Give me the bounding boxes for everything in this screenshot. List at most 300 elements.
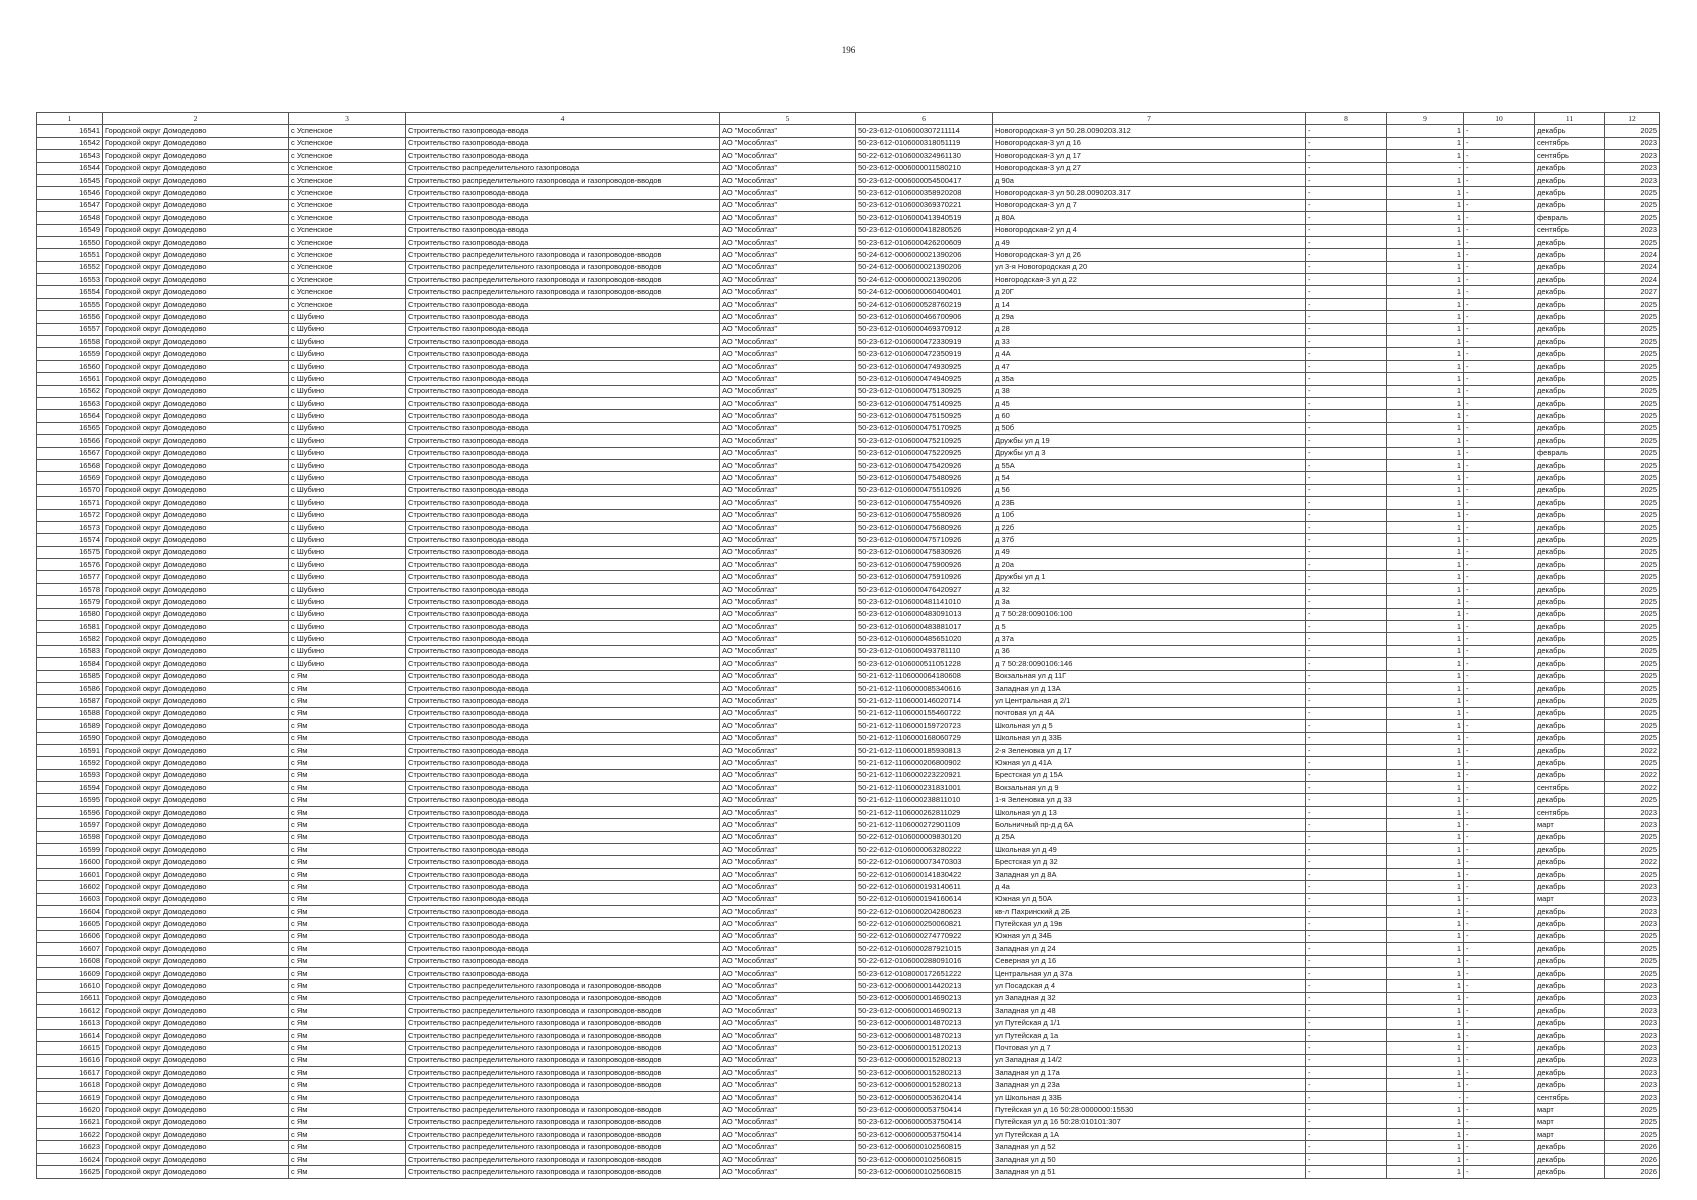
cell-year: 2025 [1605,955,1660,967]
cell-row-number: 16585 [37,670,103,682]
table-row [37,1091,1660,1103]
cell-row-number: 16568 [37,459,103,471]
cell-municipality: Городской округ Домодедово [103,1104,289,1116]
cell-row-number: 16574 [37,534,103,546]
cell-col-10-value: - [1464,596,1535,608]
cell-row-number: 16615 [37,1042,103,1054]
cell-municipality: Городской округ Домодедово [103,1129,289,1141]
cell-col-9-value: 1 [1387,769,1464,781]
cell-application-id: 50-23-612-0106000318051119 [856,137,993,149]
table-row [37,1153,1660,1165]
cell-col-8-value: - [1306,844,1387,856]
table-row [37,174,1660,186]
cell-municipality: Городской округ Домодедово [103,757,289,769]
cell-col-10-value: - [1464,236,1535,248]
cell-col-10-value: - [1464,249,1535,261]
cell-organization: АО "Мособлгаз" [720,162,856,174]
cell-municipality: Городской округ Домодедово [103,943,289,955]
cell-col-8-value: - [1306,1141,1387,1153]
cell-col-9-value: 1 [1387,298,1464,310]
cell-col-8-value: - [1306,831,1387,843]
cell-work-type: Строительство газопровода-ввода [406,757,720,769]
cell-year: 2025 [1605,930,1660,942]
cell-application-id: 50-22-612-0106000288091016 [856,955,993,967]
cell-municipality: Городской округ Домодедово [103,397,289,409]
cell-month: декабрь [1535,720,1605,732]
cell-row-number: 16597 [37,819,103,831]
cell-year: 2023 [1605,1067,1660,1079]
col-header-6: 6 [856,113,993,125]
cell-work-type: Строительство газопровода-ввода [406,559,720,571]
cell-application-id: 50-21-612-1106000272901109 [856,819,993,831]
cell-address: Центральная ул д 37а [993,967,1306,979]
cell-application-id: 50-23-612-0006000014690213 [856,1005,993,1017]
cell-settlement: с Ям [289,943,406,955]
cell-address: д 49 [993,546,1306,558]
cell-row-number: 16613 [37,1017,103,1029]
cell-settlement: с Успенское [289,261,406,273]
cell-organization: АО "Мособлгаз" [720,1054,856,1066]
cell-work-type: Строительство газопровода-ввода [406,150,720,162]
cell-col-9-value: 1 [1387,1079,1464,1091]
cell-organization: АО "Мособлгаз" [720,1166,856,1178]
cell-address: ул Школьная д 33Б [993,1091,1306,1103]
cell-settlement: с Ям [289,782,406,794]
cell-settlement: с Ям [289,682,406,694]
cell-row-number: 16611 [37,992,103,1004]
table-row [37,645,1660,657]
cell-row-number: 16587 [37,695,103,707]
cell-work-type: Строительство распределительного газопровода и газопроводов-вводов [406,1005,720,1017]
cell-month: декабрь [1535,397,1605,409]
cell-year: 2025 [1605,583,1660,595]
cell-col-9-value: 1 [1387,336,1464,348]
table-row [37,918,1660,930]
cell-organization: АО "Мособлгаз" [720,943,856,955]
cell-col-10-value: - [1464,484,1535,496]
cell-organization: АО "Мособлгаз" [720,360,856,372]
cell-application-id: 50-23-612-0006000015120213 [856,1042,993,1054]
cell-application-id: 50-23-612-0106000475480926 [856,472,993,484]
cell-col-10-value: - [1464,137,1535,149]
cell-municipality: Городской округ Домодедово [103,1067,289,1079]
cell-organization: АО "Мособлгаз" [720,311,856,323]
cell-month: декабрь [1535,509,1605,521]
cell-col-9-value: 1 [1387,125,1464,137]
cell-col-10-value: - [1464,980,1535,992]
cell-organization: АО "Мособлгаз" [720,1104,856,1116]
cell-work-type: Строительство газопровода-ввода [406,868,720,880]
cell-address: Дружбы ул д 3 [993,447,1306,459]
table-row [37,199,1660,211]
cell-year: 2025 [1605,608,1660,620]
cell-settlement: с Ям [289,1153,406,1165]
cell-col-8-value: - [1306,893,1387,905]
cell-work-type: Строительство газопровода-ввода [406,633,720,645]
cell-municipality: Городской округ Домодедово [103,174,289,186]
cell-application-id: 50-22-612-0106000194160614 [856,893,993,905]
cell-work-type: Строительство газопровода-ввода [406,373,720,385]
cell-address: Южная ул д 50А [993,893,1306,905]
table-row [37,261,1660,273]
cell-col-8-value: - [1306,323,1387,335]
cell-row-number: 16602 [37,881,103,893]
cell-row-number: 16625 [37,1166,103,1178]
cell-address: д 49 [993,236,1306,248]
cell-organization: АО "Мособлгаз" [720,571,856,583]
cell-work-type: Строительство газопровода-ввода [406,670,720,682]
cell-col-8-value: - [1306,1067,1387,1079]
cell-col-8-value: - [1306,422,1387,434]
cell-col-8-value: - [1306,1054,1387,1066]
cell-col-9-value: 1 [1387,955,1464,967]
table-row [37,856,1660,868]
cell-col-8-value: - [1306,1005,1387,1017]
cell-month: декабрь [1535,918,1605,930]
cell-settlement: с Успенское [289,212,406,224]
cell-col-9-value: 1 [1387,844,1464,856]
table-row [37,435,1660,447]
cell-work-type: Строительство газопровода-ввода [406,298,720,310]
cell-row-number: 16548 [37,212,103,224]
table-row [37,881,1660,893]
cell-col-10-value: - [1464,1091,1535,1103]
page-number: 196 [841,45,856,55]
table-row [37,943,1660,955]
cell-col-9-value: 1 [1387,881,1464,893]
table-row [37,212,1660,224]
cell-col-10-value: - [1464,633,1535,645]
cell-year: 2025 [1605,732,1660,744]
cell-address: Северная ул д 16 [993,955,1306,967]
cell-col-10-value: - [1464,521,1535,533]
cell-year: 2025 [1605,212,1660,224]
cell-organization: АО "Мособлгаз" [720,782,856,794]
cell-col-10-value: - [1464,187,1535,199]
col-header-11: 11 [1535,113,1605,125]
cell-settlement: с Ям [289,1017,406,1029]
cell-application-id: 50-23-612-0106000472330919 [856,336,993,348]
cell-year: 2025 [1605,571,1660,583]
cell-col-9-value: 1 [1387,1005,1464,1017]
cell-work-type: Строительство распределительного газопровода и газопроводов-вводов [406,1153,720,1165]
column-header-row [37,113,1660,125]
cell-work-type: Строительство газопровода-ввода [406,732,720,744]
cell-row-number: 16617 [37,1067,103,1079]
cell-col-8-value: - [1306,224,1387,236]
cell-organization: АО "Мособлгаз" [720,546,856,558]
cell-month: декабрь [1535,261,1605,273]
cell-settlement: с Шубино [289,583,406,595]
cell-col-10-value: - [1464,459,1535,471]
cell-col-10-value: - [1464,682,1535,694]
cell-application-id: 50-23-612-0106000511051228 [856,658,993,670]
table-row [37,422,1660,434]
cell-month: декабрь [1535,633,1605,645]
cell-application-id: 50-21-612-1106000223220921 [856,769,993,781]
cell-row-number: 16578 [37,583,103,595]
cell-municipality: Городской округ Домодедово [103,732,289,744]
cell-work-type: Строительство газопровода-ввода [406,794,720,806]
cell-col-8-value: - [1306,373,1387,385]
cell-organization: АО "Мособлгаз" [720,1129,856,1141]
cell-address: д 47 [993,360,1306,372]
cell-year: 2023 [1605,1054,1660,1066]
cell-municipality: Городской округ Домодедово [103,546,289,558]
cell-application-id: 50-23-612-0006000014870213 [856,1029,993,1041]
cell-row-number: 16564 [37,410,103,422]
cell-application-id: 50-23-612-0006000014870213 [856,1017,993,1029]
cell-organization: АО "Мособлгаз" [720,435,856,447]
cell-col-10-value: - [1464,534,1535,546]
cell-application-id: 50-23-612-0106000474940925 [856,373,993,385]
cell-municipality: Городской округ Домодедово [103,509,289,521]
cell-col-8-value: - [1306,360,1387,372]
cell-col-10-value: - [1464,571,1535,583]
cell-col-9-value: 1 [1387,249,1464,261]
cell-row-number: 16556 [37,311,103,323]
cell-application-id: 50-23-612-0106000413940519 [856,212,993,224]
cell-month: декабрь [1535,1054,1605,1066]
cell-application-id: 50-23-612-0106000475910926 [856,571,993,583]
cell-settlement: с Шубино [289,311,406,323]
table-row [37,187,1660,199]
table-row [37,162,1660,174]
cell-month: декабрь [1535,645,1605,657]
cell-row-number: 16624 [37,1153,103,1165]
cell-work-type: Строительство газопровода-ввода [406,608,720,620]
table-row [37,769,1660,781]
cell-col-8-value: - [1306,1129,1387,1141]
cell-work-type: Строительство газопровода-ввода [406,348,720,360]
table-row [37,1029,1660,1041]
cell-col-9-value: 1 [1387,435,1464,447]
cell-col-8-value: - [1306,286,1387,298]
table-row [37,298,1660,310]
cell-month: декабрь [1535,571,1605,583]
cell-organization: АО "Мособлгаз" [720,559,856,571]
cell-col-9-value: 1 [1387,546,1464,558]
cell-organization: АО "Мособлгаз" [720,497,856,509]
table-row [37,583,1660,595]
cell-settlement: с Ям [289,744,406,756]
cell-application-id: 50-23-612-0106000475540926 [856,497,993,509]
cell-application-id: 50-23-612-0106000472350919 [856,348,993,360]
col-header-3: 3 [289,113,406,125]
cell-work-type: Строительство газопровода-ввода [406,583,720,595]
table-row [37,1054,1660,1066]
cell-col-9-value: 1 [1387,831,1464,843]
cell-row-number: 16590 [37,732,103,744]
cell-application-id: 50-22-612-0106000063280222 [856,844,993,856]
cell-address: 1-я Зеленовка ул д 33 [993,794,1306,806]
cell-address: Западная ул д 48 [993,1005,1306,1017]
cell-col-10-value: - [1464,261,1535,273]
cell-organization: АО "Мособлгаз" [720,670,856,682]
cell-address: Западная ул д 8А [993,868,1306,880]
table-row [37,311,1660,323]
table-row [37,744,1660,756]
table-row [37,236,1660,248]
cell-year: 2025 [1605,534,1660,546]
cell-application-id: 50-23-612-0106000475900926 [856,559,993,571]
cell-application-id: 50-23-612-0106000475420926 [856,459,993,471]
cell-address: ул 3-я Новогородская д 20 [993,261,1306,273]
cell-municipality: Городской округ Домодедово [103,447,289,459]
cell-address: Западная ул д 23а [993,1079,1306,1091]
cell-application-id: 50-23-612-0106000476420927 [856,583,993,595]
cell-year: 2025 [1605,868,1660,880]
col-header-8: 8 [1306,113,1387,125]
cell-col-10-value: - [1464,447,1535,459]
cell-address: д 54 [993,472,1306,484]
cell-organization: АО "Мособлгаз" [720,410,856,422]
cell-col-8-value: - [1306,1017,1387,1029]
cell-address: кв-л Пахринский д 2Б [993,906,1306,918]
cell-work-type: Строительство газопровода-ввода [406,212,720,224]
cell-address: 2-я Зеленовка ул д 17 [993,744,1306,756]
cell-application-id: 50-21-612-1106000238811010 [856,794,993,806]
cell-row-number: 16571 [37,497,103,509]
cell-col-9-value: 1 [1387,472,1464,484]
cell-work-type: Строительство газопровода-ввода [406,360,720,372]
cell-col-8-value: - [1306,1079,1387,1091]
cell-row-number: 16621 [37,1116,103,1128]
cell-municipality: Городской округ Домодедово [103,583,289,595]
cell-settlement: с Ям [289,1091,406,1103]
cell-municipality: Городской округ Домодедово [103,720,289,732]
cell-col-9-value: 1 [1387,311,1464,323]
cell-col-10-value: - [1464,435,1535,447]
cell-row-number: 16608 [37,955,103,967]
table-row [37,224,1660,236]
cell-year: 2025 [1605,459,1660,471]
cell-col-10-value: - [1464,348,1535,360]
cell-col-9-value: 1 [1387,521,1464,533]
cell-col-9-value: - [1387,1091,1464,1103]
table-row [37,992,1660,1004]
cell-year: 2025 [1605,658,1660,670]
cell-municipality: Городской округ Домодедово [103,435,289,447]
cell-month: сентябрь [1535,806,1605,818]
cell-col-10-value: - [1464,794,1535,806]
cell-month: декабрь [1535,385,1605,397]
cell-month: декабрь [1535,274,1605,286]
cell-row-number: 16551 [37,249,103,261]
cell-col-10-value: - [1464,472,1535,484]
cell-col-10-value: - [1464,1042,1535,1054]
cell-year: 2022 [1605,856,1660,868]
cell-settlement: с Ям [289,967,406,979]
cell-row-number: 16544 [37,162,103,174]
cell-month: март [1535,1116,1605,1128]
cell-address: Западная ул д 51 [993,1166,1306,1178]
cell-month: сентябрь [1535,137,1605,149]
cell-address: ул Путейская д 1А [993,1129,1306,1141]
cell-work-type: Строительство распределительного газопровода и газопроводов-вводов [406,1116,720,1128]
cell-application-id: 50-23-612-0006000102560815 [856,1153,993,1165]
table-row [37,980,1660,992]
cell-organization: АО "Мособлгаз" [720,323,856,335]
col-header-4: 4 [406,113,720,125]
cell-col-10-value: - [1464,893,1535,905]
cell-col-10-value: - [1464,1153,1535,1165]
cell-address: д 4а [993,881,1306,893]
cell-municipality: Городской округ Домодедово [103,236,289,248]
cell-year: 2023 [1605,992,1660,1004]
cell-month: декабрь [1535,1005,1605,1017]
cell-col-9-value: 1 [1387,150,1464,162]
table-row [37,1166,1660,1178]
cell-col-9-value: 1 [1387,720,1464,732]
cell-address: д 36 [993,645,1306,657]
cell-year: 2023 [1605,918,1660,930]
cell-municipality: Городской округ Домодедово [103,150,289,162]
cell-year: 2025 [1605,645,1660,657]
table-row [37,373,1660,385]
cell-municipality: Городской округ Домодедово [103,373,289,385]
cell-col-9-value: 1 [1387,1116,1464,1128]
cell-settlement: с Шубино [289,509,406,521]
cell-municipality: Городской округ Домодедово [103,967,289,979]
cell-col-10-value: - [1464,559,1535,571]
cell-col-10-value: - [1464,323,1535,335]
cell-month: декабрь [1535,695,1605,707]
cell-row-number: 16605 [37,918,103,930]
cell-organization: АО "Мособлгаз" [720,274,856,286]
table-row [37,348,1660,360]
cell-month: декабрь [1535,286,1605,298]
cell-work-type: Строительство газопровода-ввода [406,856,720,868]
cell-month: сентябрь [1535,782,1605,794]
cell-col-10-value: - [1464,806,1535,818]
cell-col-8-value: - [1306,472,1387,484]
cell-municipality: Городской округ Домодедово [103,906,289,918]
cell-address: д 55А [993,459,1306,471]
table-row [37,806,1660,818]
table-row [37,521,1660,533]
cell-year: 2025 [1605,967,1660,979]
cell-col-9-value: 1 [1387,497,1464,509]
cell-organization: АО "Мособлгаз" [720,881,856,893]
cell-settlement: с Ям [289,806,406,818]
cell-row-number: 16623 [37,1141,103,1153]
cell-row-number: 16577 [37,571,103,583]
cell-work-type: Строительство газопровода-ввода [406,720,720,732]
col-header-5: 5 [720,113,856,125]
cell-settlement: с Ям [289,955,406,967]
cell-year: 2026 [1605,1166,1660,1178]
cell-address: д 10б [993,509,1306,521]
cell-col-8-value: - [1306,967,1387,979]
cell-municipality: Городской округ Домодедово [103,311,289,323]
cell-col-10-value: - [1464,360,1535,372]
cell-application-id: 50-23-612-0006000053750414 [856,1129,993,1141]
cell-col-10-value: - [1464,410,1535,422]
cell-year: 2025 [1605,422,1660,434]
cell-col-8-value: - [1306,199,1387,211]
cell-col-10-value: - [1464,943,1535,955]
cell-col-8-value: - [1306,1042,1387,1054]
cell-col-8-value: - [1306,1153,1387,1165]
cell-municipality: Городской округ Домодедово [103,224,289,236]
cell-work-type: Строительство газопровода-ввода [406,881,720,893]
table-row [37,410,1660,422]
cell-month: декабрь [1535,236,1605,248]
cell-municipality: Городской округ Домодедово [103,695,289,707]
cell-work-type: Строительство газопровода-ввода [406,459,720,471]
cell-organization: АО "Мособлгаз" [720,298,856,310]
